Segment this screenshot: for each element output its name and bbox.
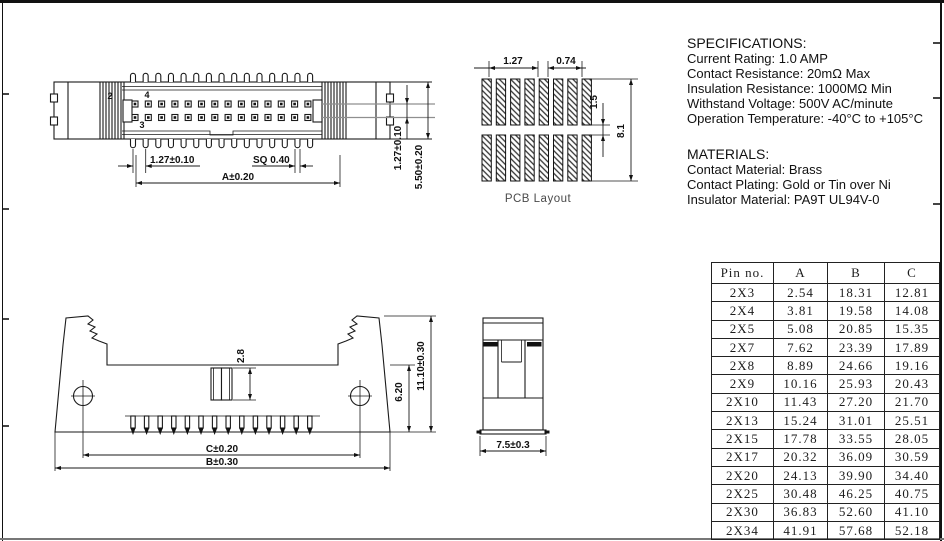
dim-value-cell: 11.43 <box>774 393 828 411</box>
dim-value-cell: 52.18 <box>885 521 940 539</box>
dim-value-cell: 20.85 <box>828 320 885 338</box>
table-row <box>712 320 940 338</box>
pin-no-cell: 2X25 <box>712 485 774 503</box>
dim-a: A±0.20 <box>221 172 255 183</box>
col-header-c: C <box>885 263 940 284</box>
pin-no-cell: 2X20 <box>712 466 774 484</box>
frame-tick <box>3 208 9 210</box>
dim-value-cell: 46.25 <box>828 485 885 503</box>
dim-value-cell: 36.09 <box>828 448 885 466</box>
center-key <box>222 368 233 400</box>
pin-no-cell: 2X3 <box>712 284 774 302</box>
dim-value-cell: 28.05 <box>885 430 940 448</box>
frame-tick <box>933 97 940 99</box>
polarization-slot <box>313 100 322 122</box>
dimension-table-body <box>712 284 940 540</box>
spec-line: Insulation Resistance: 1000MΩ Min <box>687 81 892 96</box>
table-row <box>712 393 940 411</box>
table-header-row <box>712 263 940 284</box>
dim-value-cell: 19.16 <box>885 357 940 375</box>
pin-no-cell: 2X34 <box>712 521 774 539</box>
side-view-body <box>483 318 543 430</box>
left-border-line <box>2 0 3 541</box>
pin-no-cell: 2X9 <box>712 375 774 393</box>
dim-value-cell: 2.54 <box>774 284 828 302</box>
dim-value-cell: 40.75 <box>885 485 940 503</box>
pin-no-cell: 2X17 <box>712 448 774 466</box>
dim-value-cell: 20.43 <box>885 375 940 393</box>
table-row <box>712 357 940 375</box>
dim-value-cell: 41.10 <box>885 503 940 521</box>
dim-value-cell: 31.01 <box>828 412 885 430</box>
dim-value-cell: 17.89 <box>885 338 940 356</box>
pin-number-label: 4 <box>144 90 150 100</box>
specifications-title: SPECIFICATIONS: <box>687 35 807 51</box>
dim-value-cell: 24.13 <box>774 466 828 484</box>
table-row <box>712 375 940 393</box>
table-row <box>712 284 940 302</box>
dim-key-height: 2.8 <box>236 349 247 363</box>
dim-value-cell: 15.35 <box>885 320 940 338</box>
polarization-slot <box>123 100 132 122</box>
material-lines <box>687 162 923 207</box>
dim-sq: SQ 0.40 <box>253 155 290 166</box>
pcb-dim-gap: 1.5 <box>589 95 600 109</box>
side-view-drawing <box>452 300 587 475</box>
top-border-line <box>0 0 944 3</box>
frame-tick <box>3 93 9 95</box>
latch-band <box>527 342 542 347</box>
pcb-layout-drawing <box>458 45 653 213</box>
table-row <box>712 485 940 503</box>
table-row <box>712 302 940 320</box>
pcb-dim-span: 8.1 <box>616 124 627 138</box>
dim-height: 5.50±0.20 <box>414 144 425 190</box>
pin-no-cell: 2X7 <box>712 338 774 356</box>
pin-number-label: 2 <box>107 91 113 101</box>
dim-value-cell: 36.83 <box>774 503 828 521</box>
spec-line: Current Rating: 1.0 AMP <box>687 51 828 66</box>
frame-tick <box>933 203 940 205</box>
col-header-b: B <box>828 263 885 284</box>
center-key <box>211 368 222 400</box>
table-row <box>712 448 940 466</box>
dim-value-cell: 27.20 <box>828 393 885 411</box>
dim-value-cell: 20.32 <box>774 448 828 466</box>
dimension-table <box>711 262 940 540</box>
pin-no-cell: 2X13 <box>712 412 774 430</box>
pcb-dim-pad-width: 0.74 <box>556 56 576 67</box>
dim-value-cell: 7.62 <box>774 338 828 356</box>
spec-line: Contact Resistance: 20mΩ Max <box>687 66 871 81</box>
dim-value-cell: 3.81 <box>774 302 828 320</box>
dim-value-cell: 52.60 <box>828 503 885 521</box>
dim-value-cell: 17.78 <box>774 430 828 448</box>
dim-row-pitch: 1.27±0.10 <box>393 125 404 171</box>
dim-b: B±0.30 <box>205 457 239 468</box>
dim-value-cell: 25.93 <box>828 375 885 393</box>
spec-line: Operation Temperature: -40°C to +105°C <box>687 111 923 126</box>
bottom-flange <box>480 430 546 434</box>
pin-no-cell: 2X4 <box>712 302 774 320</box>
col-header-a: A <box>774 263 828 284</box>
table-row <box>712 521 940 539</box>
dim-value-cell: 39.90 <box>828 466 885 484</box>
dim-value-cell: 34.40 <box>885 466 940 484</box>
pcb-layout-caption: PCB Layout <box>504 193 572 205</box>
frame-tick <box>933 42 940 44</box>
dim-total-height: 11.10±0.30 <box>416 341 427 391</box>
pin-no-cell: 2X30 <box>712 503 774 521</box>
dim-value-cell: 21.70 <box>885 393 940 411</box>
spec-line: Withstand Voltage: 500V AC/minute <box>687 96 893 111</box>
table-row <box>712 466 940 484</box>
dim-mid-height: 6.20 <box>394 382 405 402</box>
dim-value-cell: 18.31 <box>828 284 885 302</box>
frame-tick <box>3 318 9 320</box>
material-line: Insulator Material: PA9T UL94V-0 <box>687 192 880 207</box>
dim-value-cell: 15.24 <box>774 412 828 430</box>
top-view-drawing <box>30 55 450 205</box>
dim-value-cell: 14.08 <box>885 302 940 320</box>
dim-value-cell: 25.51 <box>885 412 940 430</box>
table-row <box>712 503 940 521</box>
dim-value-cell: 23.39 <box>828 338 885 356</box>
latch-band <box>484 342 498 347</box>
front-view-drawing <box>30 300 450 485</box>
dim-value-cell: 24.66 <box>828 357 885 375</box>
pin-no-cell: 2X5 <box>712 320 774 338</box>
dim-c: C±0.20 <box>205 444 239 455</box>
dim-value-cell: 8.89 <box>774 357 828 375</box>
dim-value-cell: 57.68 <box>828 521 885 539</box>
dim-value-cell: 33.55 <box>828 430 885 448</box>
pcb-dim-pitch: 1.27 <box>503 56 523 67</box>
dim-value-cell: 30.48 <box>774 485 828 503</box>
dim-value-cell: 5.08 <box>774 320 828 338</box>
materials-title: MATERIALS: <box>687 146 770 162</box>
dim-pitch: 1.27±0.10 <box>150 155 195 166</box>
specifications-block <box>687 36 923 207</box>
col-header-pin-no: Pin no. <box>712 263 774 284</box>
pin-number-label: 3 <box>139 120 145 130</box>
dim-value-cell: 12.81 <box>885 284 940 302</box>
dim-width: 7.5±0.3 <box>496 440 530 451</box>
material-line: Contact Material: Brass <box>687 162 823 177</box>
pin-no-cell: 2X15 <box>712 430 774 448</box>
dim-value-cell: 19.58 <box>828 302 885 320</box>
spec-lines <box>687 51 923 126</box>
frame-tick <box>3 425 9 427</box>
table-row <box>712 430 940 448</box>
table-row <box>712 338 940 356</box>
pin-no-cell: 2X10 <box>712 393 774 411</box>
pin-no-cell: 2X8 <box>712 357 774 375</box>
dim-value-cell: 41.91 <box>774 521 828 539</box>
table-row <box>712 412 940 430</box>
dim-value-cell: 30.59 <box>885 448 940 466</box>
material-line: Contact Plating: Gold or Tin over Ni <box>687 177 891 192</box>
pcb-pads <box>482 79 591 181</box>
dim-value-cell: 10.16 <box>774 375 828 393</box>
